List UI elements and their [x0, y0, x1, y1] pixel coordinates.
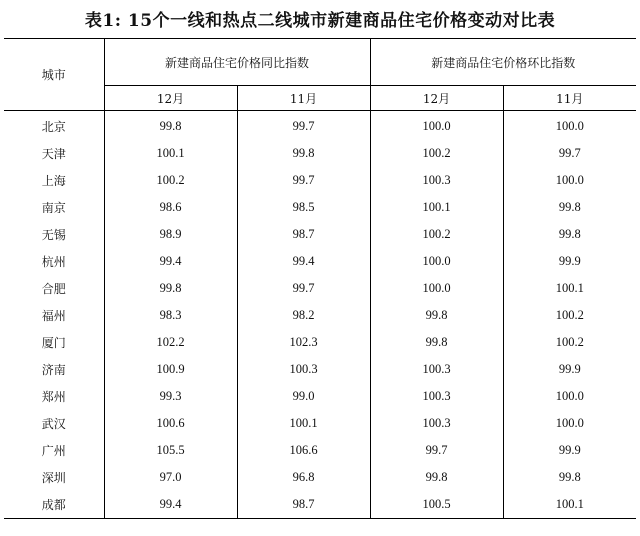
table-row — [4, 302, 636, 329]
yoy-nov-cell: 98.7 — [237, 221, 370, 248]
mom-nov-cell: 100.0 — [503, 383, 636, 410]
table-row — [4, 356, 636, 383]
mom-dec-cell: 99.8 — [370, 302, 503, 329]
yoy-nov-cell: 100.1 — [237, 410, 370, 437]
mom-dec-cell: 100.1 — [370, 194, 503, 221]
yoy-nov-cell: 99.0 — [237, 383, 370, 410]
mom-nov-cell: 99.9 — [503, 437, 636, 464]
mom-dec-cell: 100.3 — [370, 356, 503, 383]
table-row — [4, 491, 636, 519]
mom-dec-cell: 100.2 — [370, 221, 503, 248]
price-index-table — [4, 38, 636, 519]
yoy-dec-cell: 99.8 — [104, 275, 237, 302]
table-row — [4, 221, 636, 248]
yoy-dec-cell: 100.9 — [104, 356, 237, 383]
yoy-dec-cell: 97.0 — [104, 464, 237, 491]
mom-nov-cell: 100.2 — [503, 302, 636, 329]
yoy-nov-cell: 98.5 — [237, 194, 370, 221]
table-title: 表1: 15个一线和热点二线城市新建商品住宅价格变动对比表 — [84, 11, 556, 31]
mom-dec-cell: 99.7 — [370, 437, 503, 464]
city-cell: 福州 — [41, 309, 66, 323]
yoy-dec-cell: 102.2 — [104, 329, 237, 356]
city-cell: 杭州 — [41, 255, 66, 269]
mom-nov-cell: 100.0 — [503, 167, 636, 194]
table-row — [4, 140, 636, 167]
header-mom-nov: 11月 — [503, 86, 636, 111]
yoy-dec-cell: 98.6 — [104, 194, 237, 221]
yoy-nov-cell: 99.7 — [237, 111, 370, 141]
city-cell: 厦门 — [41, 336, 66, 350]
yoy-dec-cell: 99.8 — [104, 111, 237, 141]
table-row — [4, 464, 636, 491]
yoy-dec-cell: 99.4 — [104, 248, 237, 275]
table-row — [4, 410, 636, 437]
yoy-dec-cell: 105.5 — [104, 437, 237, 464]
city-cell: 无锡 — [41, 228, 66, 242]
yoy-dec-cell: 100.2 — [104, 167, 237, 194]
header-yoy-nov: 11月 — [237, 86, 370, 111]
mom-dec-cell: 99.8 — [370, 464, 503, 491]
mom-nov-cell: 99.8 — [503, 194, 636, 221]
yoy-nov-cell: 98.7 — [237, 491, 370, 519]
yoy-nov-cell: 106.6 — [237, 437, 370, 464]
header-mom-dec: 12月 — [370, 86, 503, 111]
table-row — [4, 111, 636, 141]
header-yoy-group: 新建商品住宅价格同比指数 — [104, 39, 370, 86]
city-cell: 北京 — [41, 120, 66, 134]
mom-nov-cell: 100.1 — [503, 275, 636, 302]
table-row — [4, 437, 636, 464]
mom-dec-cell: 100.3 — [370, 410, 503, 437]
mom-nov-cell: 99.9 — [503, 248, 636, 275]
table-row — [4, 194, 636, 221]
table-row — [4, 329, 636, 356]
mom-dec-cell: 100.3 — [370, 167, 503, 194]
yoy-nov-cell: 99.7 — [237, 167, 370, 194]
mom-dec-cell: 99.8 — [370, 329, 503, 356]
table-body — [4, 111, 636, 519]
city-cell: 郑州 — [41, 390, 66, 404]
table-row — [4, 167, 636, 194]
header-city: 城市 — [4, 39, 104, 111]
mom-nov-cell: 99.8 — [503, 464, 636, 491]
yoy-dec-cell: 98.9 — [104, 221, 237, 248]
city-cell: 广州 — [41, 444, 66, 458]
city-cell: 天津 — [41, 147, 66, 161]
yoy-nov-cell: 100.3 — [237, 356, 370, 383]
yoy-dec-cell: 100.1 — [104, 140, 237, 167]
table-row — [4, 248, 636, 275]
mom-nov-cell: 99.9 — [503, 356, 636, 383]
mom-nov-cell: 100.2 — [503, 329, 636, 356]
mom-nov-cell: 99.7 — [503, 140, 636, 167]
city-cell: 济南 — [41, 363, 66, 377]
mom-nov-cell: 100.0 — [503, 111, 636, 141]
city-cell: 合肥 — [41, 282, 66, 296]
yoy-nov-cell: 96.8 — [237, 464, 370, 491]
table-row — [4, 383, 636, 410]
yoy-dec-cell: 99.4 — [104, 491, 237, 519]
mom-nov-cell: 99.8 — [503, 221, 636, 248]
yoy-nov-cell: 98.2 — [237, 302, 370, 329]
city-cell: 上海 — [41, 174, 66, 188]
header-mom-group: 新建商品住宅价格环比指数 — [370, 39, 636, 86]
header-yoy-dec: 12月 — [104, 86, 237, 111]
yoy-dec-cell: 100.6 — [104, 410, 237, 437]
mom-dec-cell: 100.0 — [370, 275, 503, 302]
mom-dec-cell: 100.5 — [370, 491, 503, 519]
yoy-dec-cell: 98.3 — [104, 302, 237, 329]
yoy-nov-cell: 99.8 — [237, 140, 370, 167]
city-cell: 武汉 — [41, 417, 66, 431]
city-cell: 南京 — [41, 201, 66, 215]
mom-dec-cell: 100.0 — [370, 248, 503, 275]
yoy-dec-cell: 99.3 — [104, 383, 237, 410]
city-cell: 成都 — [4, 491, 104, 519]
mom-nov-cell: 100.1 — [503, 491, 636, 519]
mom-dec-cell: 100.0 — [370, 111, 503, 141]
mom-dec-cell: 100.2 — [370, 140, 503, 167]
yoy-nov-cell: 99.7 — [237, 275, 370, 302]
yoy-nov-cell: 102.3 — [237, 329, 370, 356]
yoy-nov-cell: 99.4 — [237, 248, 370, 275]
table-row — [4, 275, 636, 302]
city-cell: 深圳 — [41, 471, 66, 485]
mom-dec-cell: 100.3 — [370, 383, 503, 410]
mom-nov-cell: 100.0 — [503, 410, 636, 437]
